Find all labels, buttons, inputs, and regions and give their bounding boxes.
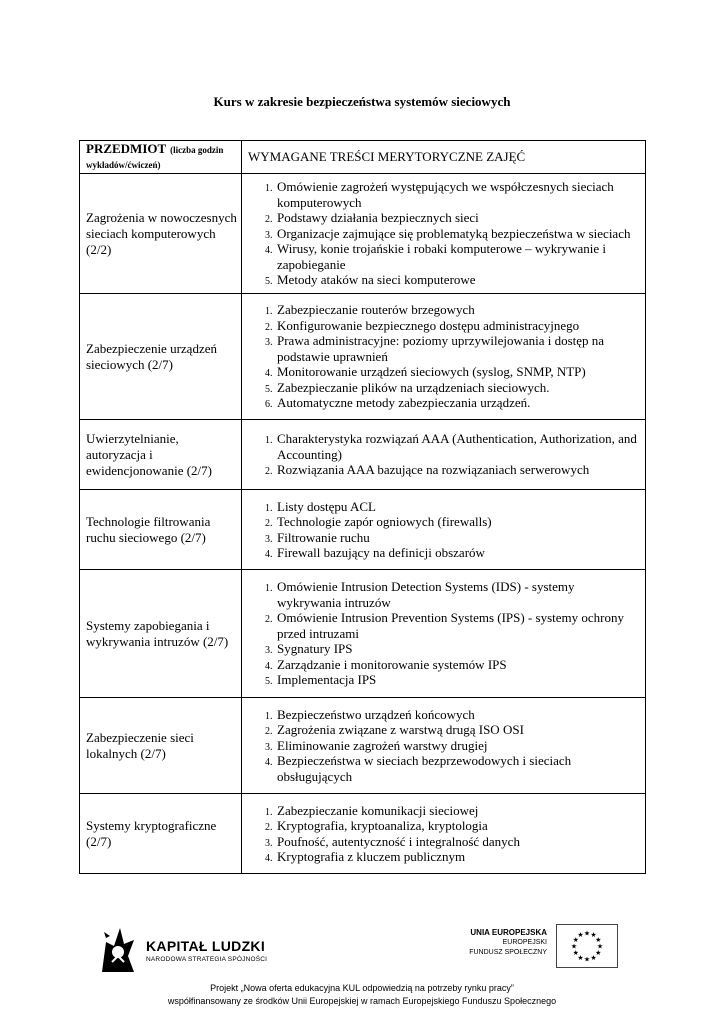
topic-list	[248, 707, 645, 785]
topic-list	[248, 431, 645, 478]
topic-item: 2. Technologie zapór ogniowych (firewalls)	[275, 514, 641, 530]
eu-star-icon: ★	[570, 942, 578, 951]
table-header-row	[80, 141, 646, 174]
table-row	[80, 420, 646, 490]
subject-cell: Systemy kryptograficzne (2/7)	[80, 794, 242, 874]
eu-star-icon: ★	[572, 949, 579, 957]
topic-item: 4. Bezpieczeństwa w sieciach bezprzewodowych i sieciach obsługujących	[275, 753, 641, 784]
subject-cell: Zagrożenia w nowoczesnych sieciach komputerowych (2/2)	[80, 174, 242, 294]
topic-item: 4. Wirusy, konie trojańskie i robaki komputerowe – wykrywanie i zapobieganie	[275, 241, 641, 272]
footer-note	[0, 982, 724, 1008]
table-row	[80, 174, 646, 294]
topic-item: 5. Metody ataków na sieci komputerowe	[275, 272, 641, 288]
topic-item: 3. Filtrowanie ruchu	[275, 530, 641, 546]
eu-title: UNIA EUROPEJSKA	[470, 928, 547, 937]
topic-item: 1. Listy dostępu ACL	[275, 499, 641, 515]
eu-star-icon: ★	[583, 955, 591, 964]
subject-column-header	[80, 141, 242, 174]
topic-item: 2. Podstawy działania bezpiecznych sieci	[275, 210, 641, 226]
kapital-ludzki-subtitle: NARODOWA STRATEGIA SPÓJNOŚCI	[146, 956, 268, 963]
topic-item: 1. Omówienie Intrusion Detection Systems (IDS) - systemy wykrywania intruzów	[275, 579, 641, 610]
topics-cell	[242, 794, 646, 874]
topic-item: 2. Zagrożenia związane z warstwą drugą ISO OSI	[275, 722, 641, 738]
table-row	[80, 294, 646, 420]
topics-cell	[242, 570, 646, 698]
topic-item: 3. Organizacje zajmujące się problematyką bezpieczeństwa w sieciach	[275, 226, 641, 242]
eu-label	[427, 928, 547, 958]
topic-list	[248, 302, 645, 411]
subject-header-label: PRZEDMIOT	[86, 141, 167, 156]
eu-star-icon: ★	[590, 953, 597, 962]
topic-item: 2. Kryptografia, kryptoanaliza, kryptologia	[275, 818, 641, 834]
topic-item: 3. Sygnatury IPS	[275, 641, 641, 657]
project-line: Projekt „Nowa oferta edukacyjna KUL odpowiedzią na potrzeby rynku pracy”	[210, 983, 514, 993]
topics-cell	[242, 174, 646, 294]
topics-cell	[242, 294, 646, 420]
eu-star-icon: ★	[590, 931, 597, 940]
eu-star-icon: ★	[596, 942, 604, 951]
topic-list	[248, 179, 645, 288]
topic-item: 2. Konfigurowanie bezpiecznego dostępu administracyjnego	[275, 318, 641, 334]
topic-item: 3. Poufność, autentyczność i integralność danych	[275, 834, 641, 850]
syllabus-table	[79, 140, 646, 874]
table-row	[80, 794, 646, 874]
kapital-ludzki-label	[146, 938, 267, 963]
table-row	[80, 570, 646, 698]
eu-star-icon: ★	[572, 936, 579, 944]
eu-fund-line-1: EUROPEJSKI	[502, 939, 547, 946]
topic-item: 4. Monitorowanie urządzeń sieciowych (syslog, SNMP, NTP)	[275, 364, 641, 380]
topic-item: 2. Rozwiązania AAA bazujące na rozwiązaniach serwerowych	[275, 462, 641, 478]
topics-cell	[242, 698, 646, 794]
topic-list	[248, 803, 645, 865]
footer-logos	[0, 918, 724, 978]
table-row	[80, 490, 646, 570]
topics-cell	[242, 420, 646, 490]
topic-item: 1. Charakterystyka rozwiązań AAA (Authentication, Authorization, and Accounting)	[275, 431, 641, 462]
kapital-ludzki-title: KAPITAŁ LUDZKI	[146, 938, 266, 954]
eu-star-icon: ★	[583, 929, 591, 938]
eu-flag-icon	[556, 924, 618, 968]
topic-item: 5. Zabezpieczanie plików na urządzeniach sieciowych.	[275, 380, 641, 396]
kapital-ludzki-logo-icon	[98, 922, 138, 974]
subject-cell: Technologie filtrowania ruchu sieciowego (2/7)	[80, 490, 242, 570]
topic-item: 1. Omówienie zagrożeń występujących we współczesnych sieciach komputerowych	[275, 179, 641, 210]
subject-cell: Zabezpieczenie sieci lokalnych (2/7)	[80, 698, 242, 794]
topic-item: 4. Zarządzanie i monitorowanie systemów IPS	[275, 657, 641, 673]
topic-item: 2. Omówienie Intrusion Prevention Systems (IPS) - systemy ochrony przed intruzami	[275, 610, 641, 641]
subject-cell: Zabezpieczenie urządzeń sieciowych (2/7)	[80, 294, 242, 420]
topics-cell	[242, 490, 646, 570]
topic-item: 1. Bezpieczeństwo urządzeń końcowych	[275, 707, 641, 723]
eu-star-icon: ★	[577, 953, 584, 962]
topic-list	[248, 579, 645, 688]
topic-list	[248, 499, 645, 561]
topic-item: 4. Firewall bazujący na definicji obszarów	[275, 545, 641, 561]
topic-item: 1. Zabezpieczanie komunikacji sieciowej	[275, 803, 641, 819]
eu-fund-line-2: FUNDUSZ SPOŁECZNY	[469, 949, 547, 956]
eu-star-icon: ★	[595, 936, 602, 944]
eu-star-icon: ★	[595, 949, 602, 957]
subject-header-note-2: wykładów/ćwiczeń)	[86, 160, 161, 170]
subject-cell: Uwierzytelnianie, autoryzacja i ewidencjonowanie (2/7)	[80, 420, 242, 490]
topic-item: 4. Kryptografia z kluczem publicznym	[275, 849, 641, 865]
subject-cell: Systemy zapobiegania i wykrywania intruzów (2/7)	[80, 570, 242, 698]
funding-line: współfinansowany ze środków Unii Europejskiej w ramach Europejskiego Funduszu Społecznego	[167, 996, 557, 1006]
topic-item: 5. Implementacja IPS	[275, 672, 641, 688]
topic-item: 3. Eliminowanie zagrożeń warstwy drugiej	[275, 738, 641, 754]
topic-item: 3. Prawa administracyjne: poziomy uprzywilejowania i dostęp na podstawie uprawnień	[275, 333, 641, 364]
subject-header-note-1: (liczba godzin	[170, 145, 224, 155]
topic-item: 6. Automatyczne metody zabezpieczania urządzeń.	[275, 395, 641, 411]
eu-star-icon: ★	[577, 931, 584, 940]
content-column-header: WYMAGANE TREŚCI MERYTORYCZNE ZAJĘĆ	[242, 141, 646, 174]
table-row	[80, 698, 646, 794]
topic-item: 1. Zabezpieczanie routerów brzegowych	[275, 302, 641, 318]
document-title: Kurs w zakresie bezpieczeństwa systemów sieciowych	[213, 94, 511, 109]
